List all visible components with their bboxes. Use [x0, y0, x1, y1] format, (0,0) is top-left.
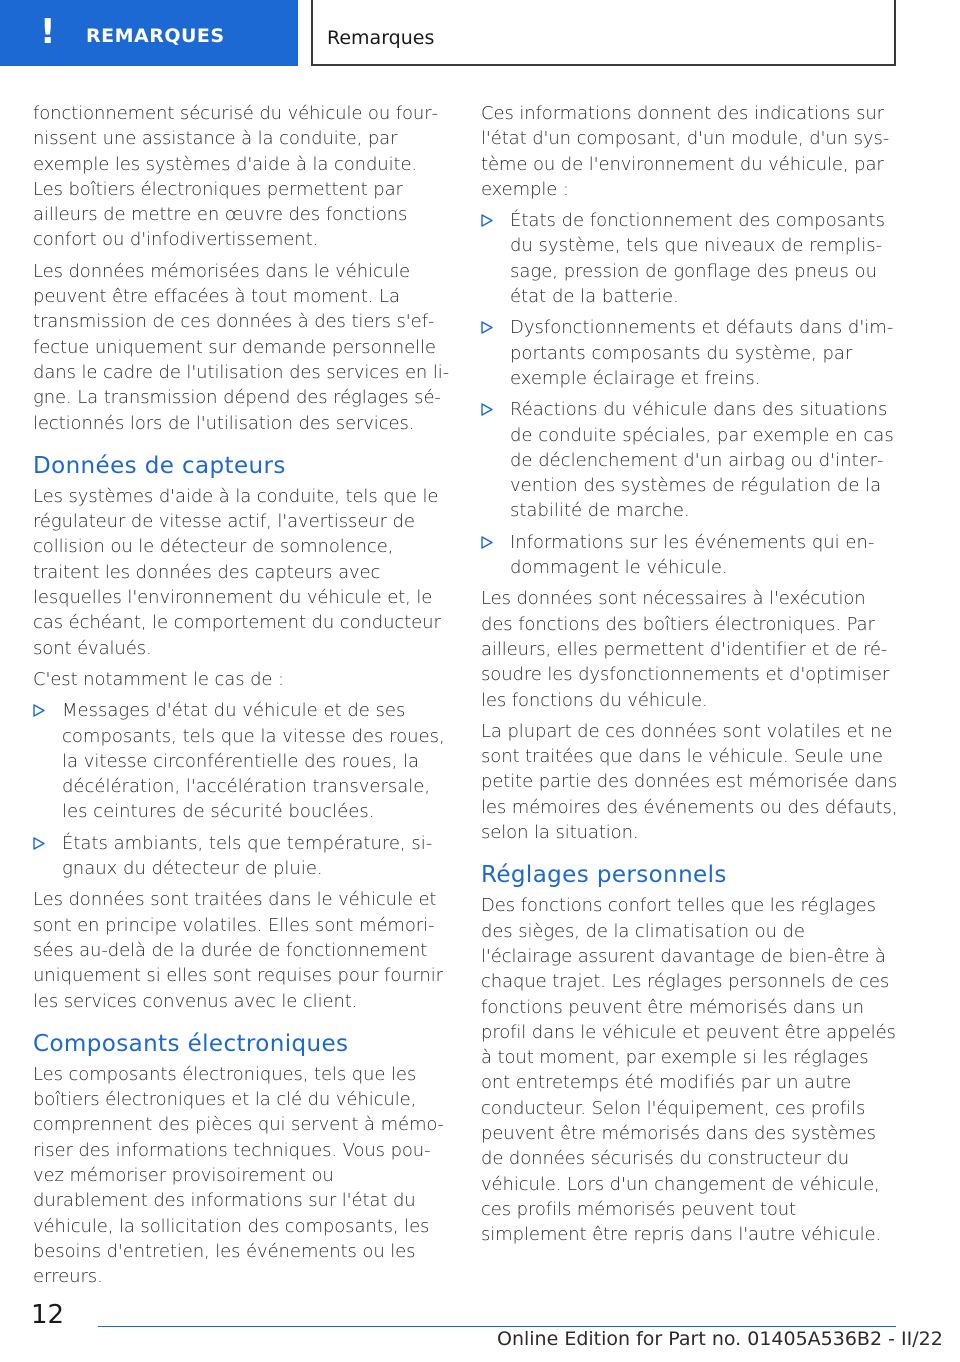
paragraph: Ces informations donnent des indications sur l'état d'un composant, d'un module, d'un système ou de l'environnement du véhicule, par exemple : — [481, 103, 890, 200]
paragraph: La plupart de ces données sont volatiles et ne sont traitées que dans le véhicule. Seule une petite partie des données est mémorisée dans les mémoires des événements ou des défauts, selon la situation. — [481, 720, 898, 844]
triangle-bullet-icon — [33, 704, 45, 717]
section-heading-sensors: Données de capteurs — [33, 452, 286, 479]
list-item-text: Informations sur les événements qui endommagent le véhicule. — [510, 531, 875, 579]
page-header — [0, 0, 960, 66]
list-item-text: États ambiants, tels que température, signaux du détecteur de pluie. — [62, 832, 433, 880]
list-item-text: Messages d'état du véhicule et de ses composants, tels que la vitesse des roues, la vitesse circonférentielle des roues, la décélération, l'accélération transversale, les ceintures de sécurité bouclées. — [62, 700, 445, 823]
section-heading-components: Composants électroniques — [33, 1030, 349, 1057]
list-item — [481, 530, 899, 581]
breadcrumb-label: Remarques — [327, 27, 435, 49]
list-item-text: Dysfonctionnements et défauts dans d'importants composants du système, par exemple éclairage et freins. — [510, 317, 894, 389]
right-column — [481, 101, 899, 1253]
section-heading-settings: Réglages personnels — [481, 862, 727, 889]
triangle-bullet-icon — [33, 837, 45, 850]
list-item-text: États de fonctionnement des composants du système, tels que niveaux de remplissage, pression de gonflage des pneus ou état de la batterie. — [510, 210, 885, 308]
triangle-bullet-icon — [481, 214, 493, 227]
paragraph: Les systèmes d'aide à la conduite, tels que le régulateur de vitesse actif, l'avertisseur de collision ou le détecteur de somnolence, traitent les données des capteurs avec lesquelles l'environnement du véhicule et, le cas échéant, le comportement du conducteur sont évalués. — [33, 485, 441, 659]
paragraph: fonctionnement sécurisé du véhicule ou fournissent une assistance à la conduite, par exemple les systèmes d'aide à la conduite. Les boîtiers électroniques permettent par ailleurs de mettre en œuvre des fonctions confort ou d'infodivertissement. — [33, 103, 439, 251]
section-tab — [0, 0, 298, 66]
bullet-list — [33, 698, 451, 881]
edition-note: Online Edition for Part no. 01405A536B2 - II/22 — [497, 1328, 943, 1350]
triangle-bullet-icon — [481, 536, 493, 549]
exclamation-icon: ! — [40, 12, 56, 52]
left-column — [33, 101, 451, 1295]
list-item — [481, 208, 899, 309]
footer-divider — [98, 1326, 896, 1327]
paragraph: Les données sont nécessaires à l'exécution des fonctions des boîtiers électroniques. Par ailleurs, elles permettent d'identifier et de résoudre les dysfonctionnements et d'optimiser les fonctions du véhicule. — [481, 588, 890, 711]
paragraph: C'est notamment le cas de : — [33, 668, 284, 690]
list-item — [481, 397, 899, 523]
triangle-bullet-icon — [481, 321, 493, 334]
paragraph: Des fonctions confort telles que les réglages des sièges, de la climatisation ou de l'éclairage assurent davantage de bien-être à chaque trajet. Les réglages personnels de ces fonctions peuvent être mémorisés dans un profil dans le véhicule et peuvent être appelés à tout moment, par exemple si les réglages ont entretemps été modifiés par un autre conducteur. Selon l'équipement, ces profils peuvent être mémorisés dans des systèmes de données sécurisés du constructeur du véhicule. Lors d'un changement de véhicule, ces profils mémorisés peuvent tout simplement être repris dans l'autre véhicule. — [481, 895, 896, 1246]
list-item-text: Réactions du véhicule dans des situations de conduite spéciales, par exemple en cas de déclenchement d'un airbag ou d'intervention des systèmes de régulation de la stabilité de marche. — [510, 399, 894, 522]
bullet-list — [481, 208, 899, 580]
page-number: 12 — [31, 1300, 65, 1330]
paragraph: Les données mémorisées dans le véhicule peuvent être effacées à tout moment. La transmission de ces données à des tiers s'effectue uniquement sur demande personnelle dans le cadre de l'utilisation des services en ligne. La transmission dépend des réglages sélectionnés lors de l'utilisation des services. — [33, 260, 450, 434]
list-item — [33, 831, 451, 882]
paragraph: Les composants électroniques, tels que les boîtiers électroniques et la clé du véhicule, comprennent des pièces qui servent à mémoriser des informations techniques. Vous pouvez mémoriser provisoirement ou durablement des informations sur l'état du véhicule, la sollicitation des composants, les besoins d'entretien, les événements ou les erreurs. — [33, 1063, 444, 1288]
list-item — [33, 698, 451, 824]
paragraph: Les données sont traitées dans le véhicule et sont en principe volatiles. Elles sont mémorisées au-delà de la durée de fonctionnement uniquement si elles sont requises pour fournir les services convenus avec le client. — [33, 889, 443, 1012]
section-tab-label: REMARQUES — [86, 25, 225, 47]
list-item — [481, 315, 899, 391]
triangle-bullet-icon — [481, 403, 493, 416]
breadcrumb — [311, 0, 896, 66]
